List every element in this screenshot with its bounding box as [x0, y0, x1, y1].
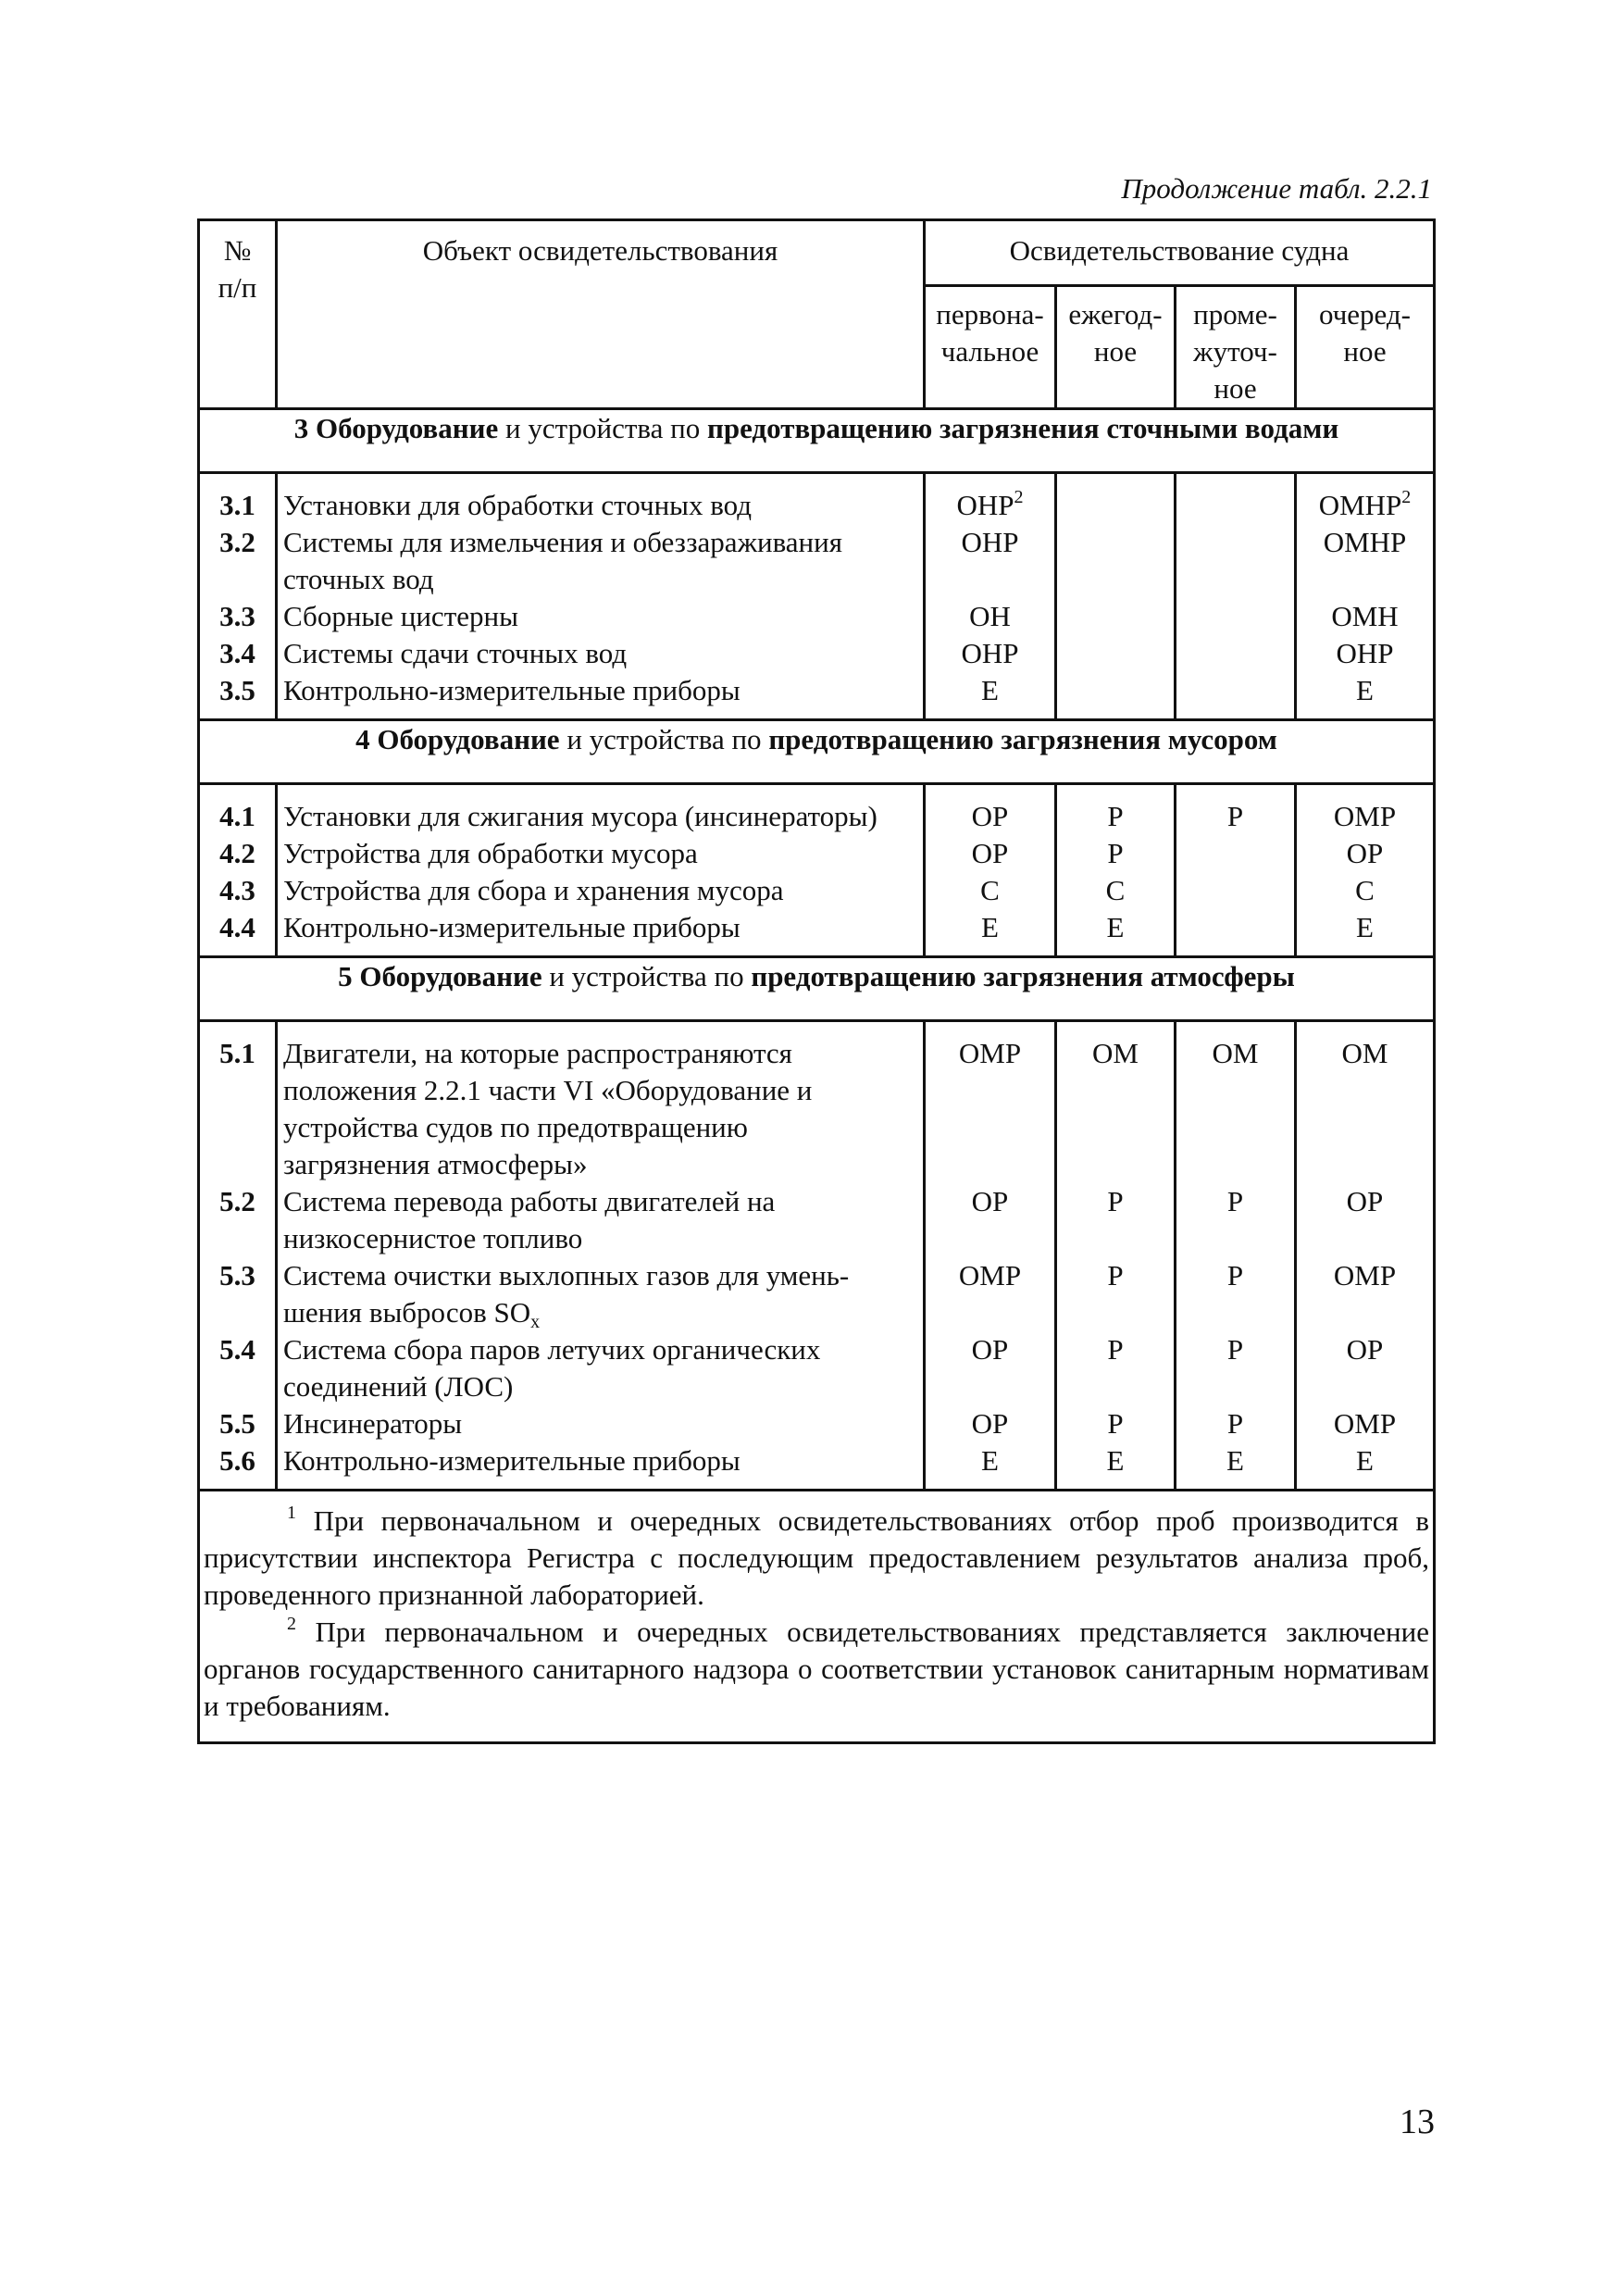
spacer [1176, 1368, 1294, 1405]
header-col-initial [925, 286, 1056, 409]
item-object-text: Инсинераторы [283, 1407, 463, 1440]
spacer [1057, 561, 1174, 598]
footnotes [199, 1491, 1435, 1743]
survey-value [1057, 635, 1174, 672]
survey-value [1176, 1257, 1294, 1294]
spacer [1297, 1294, 1433, 1331]
survey-value [926, 835, 1054, 872]
survey-value [926, 635, 1054, 672]
survey-value-text: С [1355, 874, 1375, 906]
survey-value-text: Е [981, 674, 999, 706]
survey-value [1297, 798, 1433, 835]
survey-value [1297, 909, 1433, 946]
header-col-annual [1056, 286, 1176, 409]
survey-value [1176, 1442, 1294, 1479]
item-object-line [278, 1035, 923, 1072]
header-row-1 [199, 220, 1435, 286]
survey-value-text: Р [1226, 1185, 1244, 1217]
section-title [199, 409, 1435, 473]
spacer [200, 561, 275, 598]
survey-value-text: Е [1106, 1444, 1125, 1477]
item-object-text: Системы для измельчения и обеззараживания [283, 526, 843, 558]
survey-value-text: ОМ [1092, 1037, 1139, 1069]
item-number: 4.2 [219, 837, 255, 869]
spacer [926, 561, 1054, 598]
item-object-text: Устройства для обработки мусора [283, 837, 698, 869]
item-numbers [199, 784, 277, 957]
survey-value-text: Р [1226, 1407, 1244, 1440]
item-object-line [278, 1220, 923, 1257]
footnote-mark: 1 [287, 1503, 296, 1523]
item-object-text: Установки для сжигания мусора (инсинераторы) [283, 800, 877, 832]
item-object-line [278, 635, 923, 672]
survey-value-text: ОМР [958, 1037, 1022, 1069]
item-object-line [278, 1183, 923, 1220]
survey-value-text: Р [1107, 1185, 1124, 1217]
spacer [1176, 1072, 1294, 1183]
survey-value-text: ОР [971, 837, 1009, 869]
survey-value [926, 872, 1054, 909]
survey-value [1057, 1442, 1174, 1479]
survey-value [1176, 672, 1294, 709]
item-number: 5.2 [219, 1185, 255, 1217]
survey-values-col-4 [1296, 473, 1435, 720]
section-title-part: и устройства по [559, 723, 769, 755]
item-object-line [278, 672, 923, 709]
survey-value-text: Е [1356, 911, 1374, 943]
spacer [200, 1368, 275, 1405]
section-title [199, 957, 1435, 1021]
survey-value-text: Р [1107, 1259, 1124, 1292]
section-title [199, 720, 1435, 784]
item-object-text: Контрольно-измерительные приборы [283, 674, 741, 706]
item-object-text: Установки для обработки сточных вод [283, 489, 753, 521]
survey-value-text: ОНР [961, 526, 1019, 558]
item-object-line [278, 487, 923, 524]
survey-value [926, 598, 1054, 635]
section-row [199, 409, 1435, 473]
survey-value-text: Е [1356, 674, 1374, 706]
spacer [926, 1294, 1054, 1331]
survey-value [1057, 598, 1174, 635]
spacer [1176, 561, 1294, 598]
survey-values-col-2 [1056, 473, 1176, 720]
item-object-text: шения выбросов SO [283, 1296, 531, 1329]
survey-value [1297, 524, 1433, 561]
survey-value [1176, 1331, 1294, 1368]
survey-value [1057, 1035, 1174, 1072]
subscript: x [530, 1312, 541, 1332]
survey-value [926, 487, 1054, 524]
spacer [1297, 1368, 1433, 1405]
survey-value-text: ОНР [961, 637, 1019, 669]
survey-value [1297, 1183, 1433, 1220]
survey-value [1176, 872, 1294, 909]
survey-values-col-3 [1176, 1021, 1296, 1491]
item-number: 4.3 [219, 874, 255, 906]
survey-values-col-2 [1056, 784, 1176, 957]
survey-values-col-1 [925, 784, 1056, 957]
survey-value [1057, 672, 1174, 709]
table-caption: Продолжение табл. 2.2.1 [1121, 172, 1432, 205]
header-col-initial-line: чальное [940, 335, 1039, 368]
survey-value [1176, 798, 1294, 835]
header-number-abbr: п/п [218, 271, 257, 304]
footnote [204, 1503, 1429, 1614]
section-row [199, 957, 1435, 1021]
survey-value [1057, 1331, 1174, 1368]
survey-value-text: ОМ [1212, 1037, 1259, 1069]
item-object-text: Контрольно-измерительные приборы [283, 911, 741, 943]
spacer [1057, 1220, 1174, 1257]
survey-value [1297, 872, 1433, 909]
spacer [1176, 1294, 1294, 1331]
survey-value [1057, 909, 1174, 946]
survey-value [1176, 909, 1294, 946]
section-block [199, 473, 1435, 720]
item-object-line [278, 1109, 923, 1146]
survey-table [197, 218, 1436, 1744]
item-object-line [278, 1368, 923, 1405]
survey-value-text: ОР [971, 800, 1009, 832]
survey-value-text: ОМР [1333, 800, 1397, 832]
item-number: 3.2 [219, 526, 255, 558]
survey-value [1297, 487, 1433, 524]
item-object-line [278, 561, 923, 598]
item-number: 5.3 [219, 1259, 255, 1292]
survey-value [1057, 1405, 1174, 1442]
header-number-symbol: № [223, 234, 252, 267]
survey-value-text: ОР [1346, 1185, 1384, 1217]
item-number: 3.5 [219, 674, 255, 706]
spacer [200, 1220, 275, 1257]
footnote-text: При первоначальном и очередных освидетельствованиях отбор проб производится в присутствии инспектора Регистра с последующим предоставлением результатов анализа проб, проведенного признанной лабораторией. [204, 1504, 1430, 1611]
footnote [204, 1614, 1429, 1725]
survey-value [1176, 835, 1294, 872]
item-object-text: Система очистки выхлопных газов для умень- [283, 1259, 850, 1292]
item-object-text: Система сбора паров летучих органических [283, 1333, 821, 1366]
item-number: 5.1 [219, 1037, 255, 1069]
item-object-line [278, 1257, 923, 1294]
survey-value-text: С [980, 874, 1000, 906]
item-object-line [278, 524, 923, 561]
survey-value-text: Е [1226, 1444, 1244, 1477]
survey-value [926, 1442, 1054, 1479]
section-title-part: предотвращению загрязнения сточными водами [706, 412, 1339, 444]
survey-value-text: ОНР [1336, 637, 1394, 669]
survey-value [1297, 835, 1433, 872]
section-title-part: Оборудование [316, 412, 499, 444]
page-number: 13 [1400, 2103, 1435, 2141]
item-number: 3.3 [219, 600, 255, 632]
survey-value [1297, 1331, 1433, 1368]
survey-value [926, 1331, 1054, 1368]
header-col-annual-line: ежегод- [1068, 298, 1163, 331]
item-numbers [199, 1021, 277, 1491]
survey-value-text: ОР [1346, 837, 1384, 869]
survey-value [1176, 487, 1294, 524]
spacer [1176, 1220, 1294, 1257]
item-number: 5.5 [219, 1407, 255, 1440]
survey-value-text: ОМР [1333, 1259, 1397, 1292]
item-objects [277, 1021, 925, 1491]
survey-value-text: ОМНР [1323, 526, 1407, 558]
footnote-text: При первоначальном и очередных освидетельствованиях представляется заключение органов государственного санитарного надзора о соответствии установок санитарным нормативам и требованиям. [204, 1616, 1429, 1722]
header-survey: Освидетельствование судна [925, 220, 1435, 286]
survey-value-text: Е [981, 1444, 999, 1477]
spacer [200, 1072, 275, 1183]
item-object-text: Устройства для сбора и хранения мусора [283, 874, 784, 906]
item-object-text: сточных вод [283, 563, 434, 595]
section-title-part: Оборудование [359, 960, 542, 992]
section-title-part: Оборудование [377, 723, 560, 755]
survey-value [926, 1035, 1054, 1072]
item-objects [277, 473, 925, 720]
survey-value [1297, 1442, 1433, 1479]
header-col-renewal-line: очеред- [1319, 298, 1411, 331]
item-object-line [278, 1442, 923, 1479]
section-number: 5 [338, 960, 353, 992]
section-title-part: предотвращению загрязнения атмосферы [751, 960, 1295, 992]
spacer [926, 1220, 1054, 1257]
survey-value-text: ОМН [1331, 600, 1399, 632]
header-number [199, 220, 277, 409]
survey-value-text: ОМР [1333, 1407, 1397, 1440]
survey-values-col-4 [1296, 1021, 1435, 1491]
item-object-line [278, 1072, 923, 1109]
survey-value [1176, 524, 1294, 561]
survey-value-text: Р [1226, 800, 1244, 832]
survey-value-text: ОР [971, 1333, 1009, 1366]
survey-value [926, 1405, 1054, 1442]
item-number: 4.1 [219, 800, 255, 832]
survey-value [1057, 1183, 1174, 1220]
spacer [1297, 561, 1433, 598]
survey-value-text: ОР [1346, 1333, 1384, 1366]
survey-value-text: Р [1107, 800, 1124, 832]
spacer [1297, 1220, 1433, 1257]
survey-value-text: ОМ [1341, 1037, 1388, 1069]
section-number: 3 [293, 412, 309, 444]
header-object: Объект освидетельствования [277, 220, 925, 409]
survey-value [1057, 524, 1174, 561]
item-numbers [199, 473, 277, 720]
header-col-renewal [1296, 286, 1435, 409]
header-col-intermediate-line: проме- [1193, 298, 1277, 331]
item-object-text: Контрольно-измерительные приборы [283, 1444, 741, 1477]
survey-value [1176, 635, 1294, 672]
survey-value [926, 798, 1054, 835]
footnote-ref: 2 [1014, 487, 1024, 507]
item-object-line [278, 798, 923, 835]
survey-value-text: Е [981, 911, 999, 943]
spacer [926, 1368, 1054, 1405]
survey-value-text: Р [1107, 1407, 1124, 1440]
section-row [199, 720, 1435, 784]
survey-value [1297, 1405, 1433, 1442]
item-object-line [278, 1405, 923, 1442]
spacer [1057, 1368, 1174, 1405]
item-object-text: устройства судов по предотвращению [283, 1111, 748, 1143]
survey-value [1057, 487, 1174, 524]
survey-value-text: Е [1106, 911, 1125, 943]
survey-value-text: Р [1107, 837, 1124, 869]
survey-value [1057, 835, 1174, 872]
survey-value [1297, 635, 1433, 672]
spacer [1057, 1294, 1174, 1331]
item-object-line [278, 1294, 923, 1331]
survey-value [1297, 1257, 1433, 1294]
survey-value-text: Р [1107, 1333, 1124, 1366]
survey-value [926, 672, 1054, 709]
item-number: 5.6 [219, 1444, 255, 1477]
survey-values-col-4 [1296, 784, 1435, 957]
survey-values-col-1 [925, 1021, 1056, 1491]
survey-value-text: ОН [969, 600, 1011, 632]
section-title-part: и устройства по [541, 960, 752, 992]
item-object-line [278, 1146, 923, 1183]
item-object-text: Система перевода работы двигателей на [283, 1185, 776, 1217]
footnote-ref: 2 [1401, 487, 1412, 507]
spacer [1057, 1072, 1174, 1183]
header-col-intermediate [1176, 286, 1296, 409]
survey-value [1176, 1035, 1294, 1072]
survey-value [1057, 798, 1174, 835]
survey-value [1057, 1257, 1174, 1294]
survey-values-col-2 [1056, 1021, 1176, 1491]
item-number: 5.4 [219, 1333, 255, 1366]
survey-value [926, 909, 1054, 946]
survey-value-text: Р [1226, 1333, 1244, 1366]
footnote-mark: 2 [287, 1614, 296, 1634]
item-object-text: загрязнения атмосферы» [283, 1148, 588, 1180]
item-object-line [278, 835, 923, 872]
survey-value-text: ОР [971, 1407, 1009, 1440]
survey-value [1057, 872, 1174, 909]
survey-value-text: Р [1226, 1259, 1244, 1292]
survey-value-text: Е [1356, 1444, 1374, 1477]
header-col-renewal-line: ное [1343, 335, 1387, 368]
item-object-line [278, 909, 923, 946]
spacer [200, 1294, 275, 1331]
survey-value [1176, 1405, 1294, 1442]
item-object-text: низкосернистое топливо [283, 1222, 583, 1254]
survey-value [926, 524, 1054, 561]
item-objects [277, 784, 925, 957]
item-object-line [278, 598, 923, 635]
item-number: 3.1 [219, 489, 255, 521]
header-col-intermediate-line: ное [1214, 372, 1257, 405]
survey-value [1297, 1035, 1433, 1072]
item-number: 4.4 [219, 911, 255, 943]
survey-value-text: ОНР [956, 489, 1014, 521]
section-title-part: и устройства по [498, 412, 707, 444]
section-number: 4 [355, 723, 370, 755]
survey-value [1176, 598, 1294, 635]
survey-values-col-3 [1176, 473, 1296, 720]
survey-value [1176, 1183, 1294, 1220]
footnotes-row [199, 1491, 1435, 1743]
section-title-part: предотвращению загрязнения мусором [768, 723, 1277, 755]
item-object-text: Двигатели, на которые распространяются [283, 1037, 792, 1069]
survey-value [1297, 598, 1433, 635]
item-object-text: положения 2.2.1 части VI «Оборудование и [283, 1074, 813, 1106]
item-object-line [278, 1331, 923, 1368]
survey-value [926, 1257, 1054, 1294]
section-block [199, 1021, 1435, 1491]
item-object-text: Сборные цистерны [283, 600, 518, 632]
survey-value-text: ОМНР [1318, 489, 1402, 521]
spacer [926, 1072, 1054, 1183]
section-block [199, 784, 1435, 957]
item-object-text: соединений (ЛОС) [283, 1370, 514, 1403]
survey-values-col-3 [1176, 784, 1296, 957]
header-col-initial-line: первона- [936, 298, 1044, 331]
survey-value [926, 1183, 1054, 1220]
spacer [1297, 1072, 1433, 1183]
survey-values-col-1 [925, 473, 1056, 720]
survey-value-text: С [1105, 874, 1126, 906]
survey-value-text: ОР [971, 1185, 1009, 1217]
survey-value-text: ОМР [958, 1259, 1022, 1292]
header-col-intermediate-line: жуточ- [1193, 335, 1277, 368]
survey-value [1297, 672, 1433, 709]
item-object-line [278, 872, 923, 909]
header-col-annual-line: ное [1093, 335, 1138, 368]
item-number: 3.4 [219, 637, 255, 669]
item-object-text: Системы сдачи сточных вод [283, 637, 628, 669]
